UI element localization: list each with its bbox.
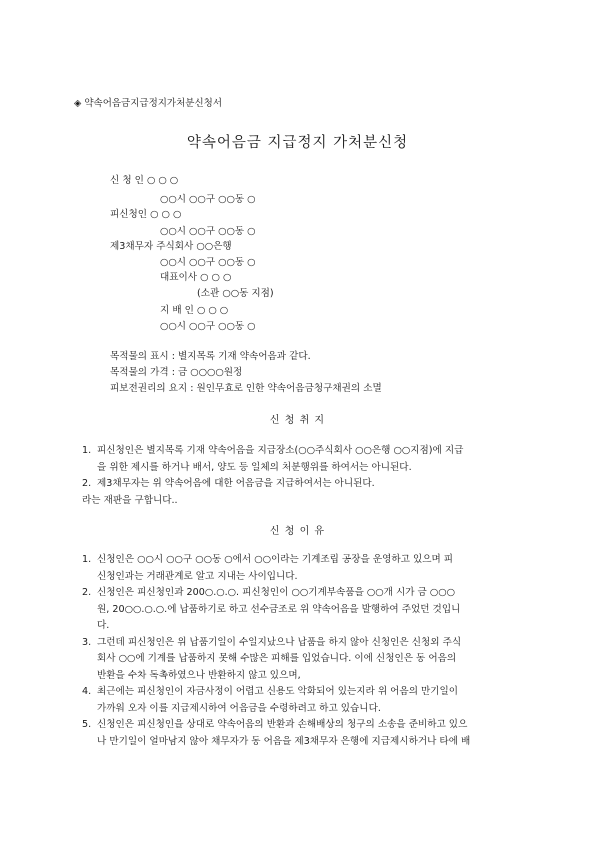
document-header-label: 약속어음금지급정지가처분신청서 [84,98,222,109]
section-heading-reasons: 신 청 이 유 [269,526,326,537]
list-item: 2. 제3채무자는 위 약속어음에 대한 어음금을 지급하여서는 아니된다. [82,478,375,489]
list-item: 1. 신청인은 ○○시 ○○구 ○○동 ○에서 ○○이라는 기계조립 공장을 운영하고 있으며 피 [82,554,454,565]
third-debtor-line: 제3채무자 주식회사 ○○은행 [110,241,232,252]
list-item: 3. 그런데 피신청인은 위 납품기일이 수일지났으나 납품을 하지 않아 신청인은 신청외 주식 [82,636,462,648]
manager-line: 지 배 인 ○ ○ ○ [160,305,229,316]
list-item-continuation: 반환을 수차 독촉하였으나 반환하지 않고 있으며, [97,669,301,681]
list-item: 4. 최근에는 피신청인이 자금사정이 어렵고 신용도 악화되어 있는지라 위 어음의 만기일이 [82,686,459,697]
applicant-line: 신 청 인 ○ ○ ○ [110,175,179,186]
closing-line: 라는 재판을 구합니다.. [82,494,178,506]
diamond-bullet-icon: ◈ [74,98,82,109]
list-item-continuation: 다. [97,620,110,631]
list-item: 1. 피신청인은 별지목록 기재 약속어음을 지급장소(○○주식회사 ○○은행 ○○지점)에 지급 [82,445,464,456]
third-debtor-address: ○○시 ○○구 ○○동 ○ [160,257,256,268]
preserved-right-summary: 피보전권리의 요지 : 원인무효로 인한 약속어음금청구채권의 소멸 [110,383,382,394]
list-item: 2. 신청인은 피신청인과 200○.○.○. 피신청인이 ○○기계부속품을 ○○개 시가 금 ○○○ [82,587,455,598]
applicant-address: ○○시 ○○구 ○○동 ○ [160,194,256,205]
list-item-continuation: 신청인과는 거래관계로 알고 지내는 사이입니다. [97,570,298,582]
purpose-item-list [82,443,463,509]
object-value: 목적물의 가격 : 금 ○○○○원정 [110,367,243,378]
object-description: 목적물의 표시 : 별지목록 기재 약속어음과 같다. [110,351,311,362]
list-item-continuation: 나 만기일이 얼마남지 않아 채무자가 동 어음을 제3채무자 은행에 지급제시하거나 타에 배 [97,735,471,747]
section-heading-purpose: 신 청 취 지 [269,415,326,426]
reasons-item-list [82,552,470,750]
respondent-address: ○○시 ○○구 ○○동 ○ [160,226,256,237]
list-item-continuation: 가까워 오자 이를 지급제시하여 어음금을 수령하려고 하고 있습니다. [97,702,381,714]
document-header [74,95,222,109]
document-title: 약속어음금 지급정지 가처분신청 [186,135,409,151]
respondent-line: 피신청인 ○ ○ ○ [110,209,182,220]
representative-line: 대표이사 ○ ○ ○ [160,272,232,283]
list-item-continuation: 원, 20○○.○.○.에 납품하기로 하고 선수금조로 위 약속어음을 발행하여 주었던 것입니 [97,603,461,615]
branch-note: (소관 ○○동 지점) [197,288,274,299]
manager-address: ○○시 ○○구 ○○동 ○ [160,321,256,332]
list-item-continuation: 을 위한 제시를 하거나 배서, 양도 등 일체의 처분행위를 하여서는 아니된다. [97,461,412,473]
list-item: 5. 신청인은 피신청인을 상대로 약속어음의 반환과 손해배상의 청구의 소송을 준비하고 있으 [82,719,468,730]
list-item-continuation: 회사 ○○에 기계를 납품하지 못해 수많은 피해를 입었습니다. 이에 신청인은 동 어음의 [97,653,457,664]
